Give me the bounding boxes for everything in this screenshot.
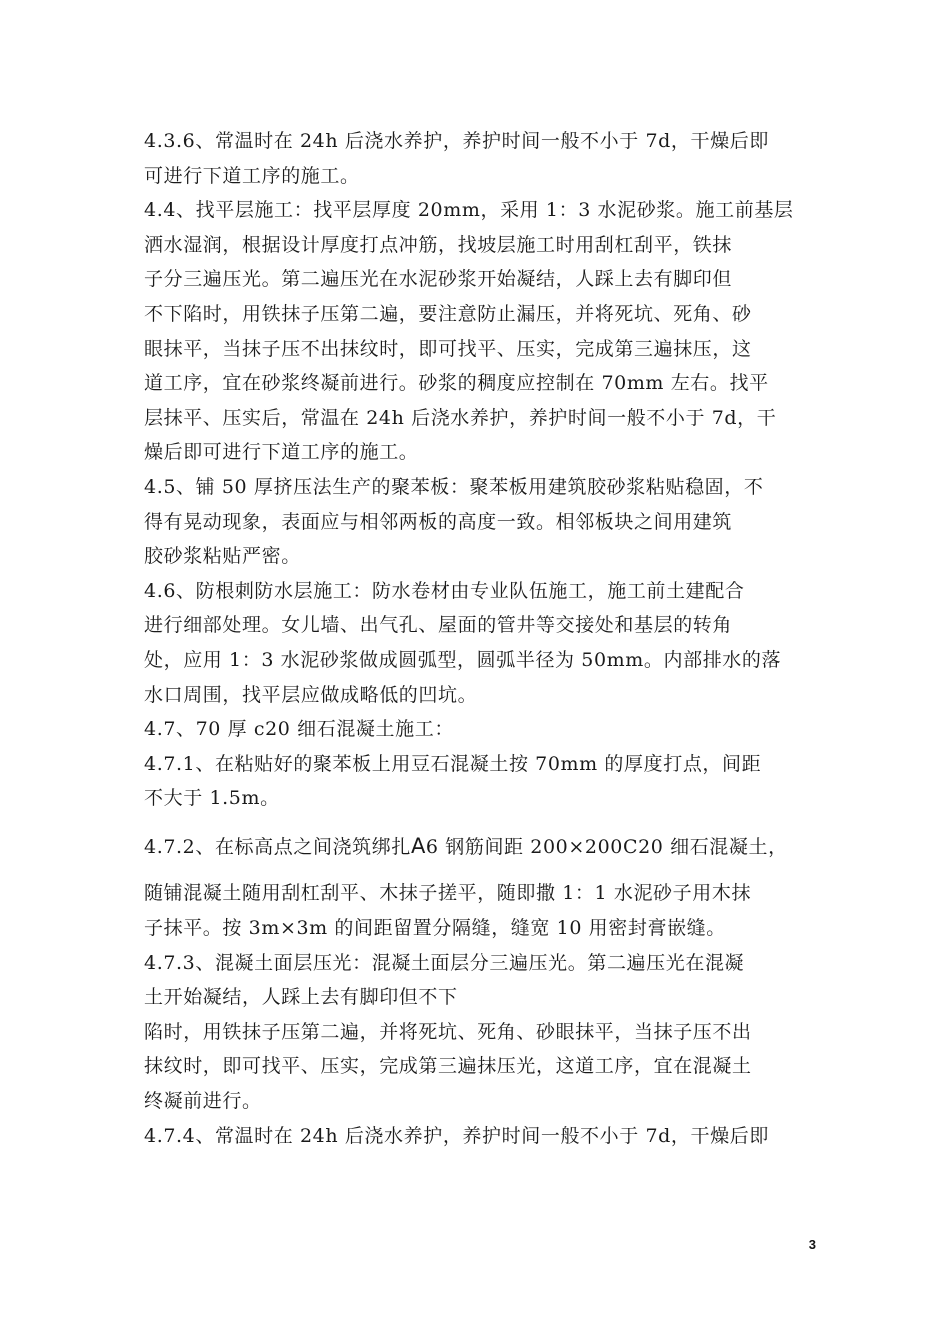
text-line: 陷时，用铁抹子压第二遍，并将死坑、死角、砂眼抹平，当抹子压不出	[144, 1020, 752, 1043]
text-line-rebar	[144, 829, 814, 864]
text-line: 层抹平、压实后，常温在 24h 后浇水养护，养护时间一般不小于 7d，干	[144, 406, 777, 429]
text-line: 子抹平。按 3m×3m 的间距留置分隔缝，缝宽 10 用密封膏嵌缝。	[144, 917, 726, 940]
document-body	[144, 124, 814, 1153]
text-line: 可进行下道工序的施工。	[144, 164, 360, 187]
text-segment: 4.7.2、在标高点之间浇筑绑扎	[144, 835, 411, 858]
rebar-symbol: A	[410, 833, 426, 858]
text-line: 土开始凝结，人踩上去有脚印但不下	[144, 986, 458, 1009]
text-line: 不下陷时，用铁抹子压第二遍，要注意防止漏压，并将死坑、死角、砂	[144, 302, 752, 325]
text-line: 4.7、70 厚 c20 细石混凝土施工：	[144, 718, 454, 741]
text-line: 水口周围，找平层应做成略低的凹坑。	[144, 683, 478, 706]
text-line: 4.4、找平层施工：找平层厚度 20mm，采用 1：3 水泥砂浆。施工前基层	[144, 199, 794, 222]
text-line: 胶砂浆粘贴严密。	[144, 545, 301, 568]
text-line: 4.6、防根刺防水层施工：防水卷材由专业队伍施工，施工前土建配合	[144, 579, 745, 602]
text-line: 处，应用 1：3 水泥砂浆做成圆弧型，圆弧半径为 50mm。内部排水的落	[144, 648, 782, 671]
text-line: 子分三遍压光。第二遍压光在水泥砂浆开始凝结，人踩上去有脚印但	[144, 268, 733, 291]
text-line: 终凝前进行。	[144, 1090, 262, 1113]
text-segment: 6 钢筋间距 200×200C20 细石混凝土，	[425, 835, 788, 858]
text-line: 4.3.6、常温时在 24h 后浇水养护，养护时间一般不小于 7d，干燥后即	[144, 130, 769, 152]
text-line: 眼抹平，当抹子压不出抹纹时，即可找平、压实，完成第三遍抹压，这	[144, 337, 752, 360]
text-line: 得有晃动现象，表面应与相邻两板的高度一致。相邻板块之间用建筑	[144, 510, 733, 533]
text-line: 随铺混凝土随用刮杠刮平、木抹子搓平，随即撒 1：1 水泥砂子用木抹	[144, 882, 752, 905]
text-line: 抹纹时，即可找平、压实，完成第三遍抹压光，这道工序，宜在混凝土	[144, 1055, 752, 1078]
text-line: 燥后即可进行下道工序的施工。	[144, 441, 419, 464]
text-line: 4.7.3、混凝土面层压光：混凝土面层分三遍压光。第二遍压光在混凝	[144, 951, 745, 974]
text-line: 道工序，宜在砂浆终凝前进行。砂浆的稠度应控制在 70mm 左右。找平	[144, 372, 769, 395]
text-line: 不大于 1.5m。	[144, 787, 280, 810]
text-line: 4.5、铺 50 厚挤压法生产的聚苯板：聚苯板用建筑胶砂浆粘贴稳固，不	[144, 475, 764, 498]
text-line: 进行细部处理。女儿墙、出气孔、屋面的管井等交接处和基层的转角	[144, 614, 733, 637]
text-line: 4.7.4、常温时在 24h 后浇水养护，养护时间一般不小于 7d，干燥后即	[144, 1124, 769, 1147]
text-line: 4.7.1、在粘贴好的聚苯板上用豆石混凝土按 70mm 的厚度打点，间距	[144, 752, 762, 775]
page-number: 3	[808, 1237, 816, 1252]
text-line: 洒水湿润，根据设计厚度打点冲筋，找坡层施工时用刮杠刮平，铁抹	[144, 233, 733, 256]
